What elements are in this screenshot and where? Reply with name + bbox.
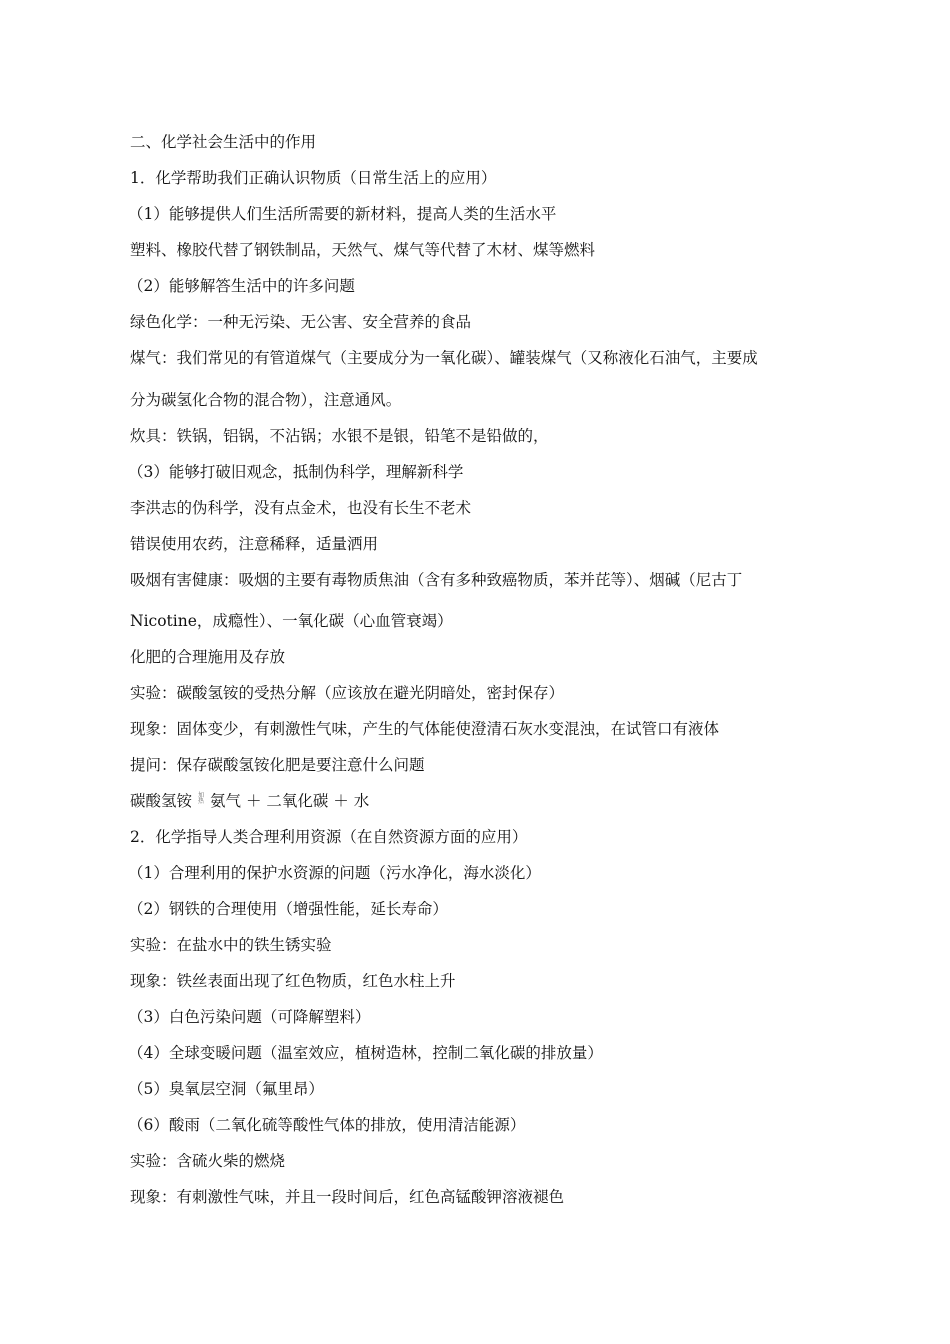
text-line: 提问：保存碳酸氢铵化肥是要注意什么问题 — [130, 756, 425, 774]
text-line: 绿色化学：一种无污染、无公害、安全营养的食品 — [130, 313, 472, 331]
text-line: 实验：在盐水中的铁生锈实验 — [130, 936, 332, 954]
section-heading: 二、化学社会生活中的作用 — [130, 133, 317, 151]
text-line: 塑料、橡胶代替了钢铁制品，天然气、煤气等代替了木材、煤等燃料 — [130, 241, 596, 259]
text-line: 现象：有刺激性气味，并且一段时间后，红色高锰酸钾溶液褪色 — [130, 1188, 565, 1206]
equation-reactant: 碳酸氢铵 — [130, 792, 193, 810]
text-line: （2）钢铁的合理使用（增强性能，延长寿命） — [128, 900, 448, 918]
text-line: 炊具：铁锅，铝锅，不沾锅；水银不是银，铅笔不是铅做的， — [130, 427, 549, 445]
subsection-heading-2: 2．化学指导人类合理利用资源（在自然资源方面的应用） — [130, 828, 528, 846]
text-line: 煤气：我们常见的有管道煤气（主要成分为一氧化碳）、罐装煤气（又称液化石油气，主要成 — [130, 349, 758, 367]
subsection-heading-1: 1．化学帮助我们正确认识物质（日常生活上的应用） — [130, 169, 497, 187]
text-line: 分为碳氢化合物的混合物），注意通风。 — [130, 391, 402, 409]
text-line: （5）臭氧层空洞（氟里昂） — [128, 1080, 324, 1098]
chemical-equation — [130, 791, 830, 811]
text-line: （1）合理利用的保护水资源的问题（污水净化，海水淡化） — [128, 864, 541, 882]
text-line: （3）白色污染问题（可降解塑料） — [128, 1008, 371, 1026]
text-line: 实验：碳酸氢铵的受热分解（应该放在避光阴暗处，密封保存） — [130, 684, 565, 702]
text-line: 实验：含硫火柴的燃烧 — [130, 1152, 286, 1170]
text-line: 错误使用农药，注意稀释，适量洒用 — [130, 535, 379, 553]
text-line: （3）能够打破旧观念，抵制伪科学，理解新科学 — [128, 463, 464, 481]
text-line: （4）全球变暖问题（温室效应，植树造林，控制二氧化碳的排放量） — [128, 1044, 603, 1062]
heat-condition-sign: 加 热 — [198, 792, 205, 805]
text-line: 现象：固体变少，有刺激性气味，产生的气体能使澄清石灰水变混浊，在试管口有液体 — [130, 720, 720, 738]
text-line: （2）能够解答生活中的许多问题 — [128, 277, 355, 295]
text-line: Nicotine，成瘾性）、一氧化碳（心血管衰竭） — [130, 612, 453, 630]
text-line: 吸烟有害健康：吸烟的主要有毒物质焦油（含有多种致癌物质，苯并芘等）、烟碱（尼古丁 — [130, 571, 743, 589]
text-line: 李洪志的伪科学，没有点金术，也没有长生不老术 — [130, 499, 472, 517]
text-line: 化肥的合理施用及存放 — [130, 648, 286, 666]
text-line: 现象：铁丝表面出现了红色物质，红色水柱上升 — [130, 972, 456, 990]
equation-products: 氨气 ＋ 二氧化碳 ＋ 水 — [210, 792, 370, 810]
text-line: （1）能够提供人们生活所需要的新材料，提高人类的生活水平 — [128, 205, 557, 223]
text-line: （6）酸雨（二氧化硫等酸性气体的排放，使用清洁能源） — [128, 1116, 526, 1134]
